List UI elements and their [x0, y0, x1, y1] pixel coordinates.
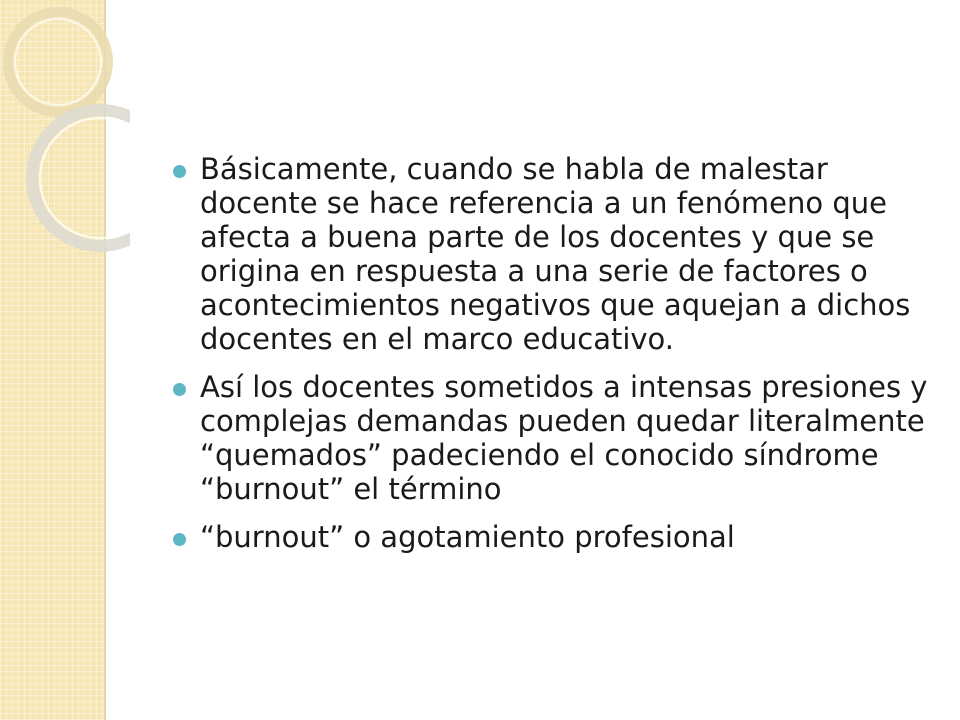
- bullet-text: Así los docentes sometidos a intensas presiones y complejas demandas pueden quedar literalmente “quemados” padeciendo el conocido síndrome “burnout” el término: [200, 370, 928, 506]
- bullet-text: “burnout” o agotamiento profesional: [200, 520, 735, 554]
- slide-content: [172, 152, 932, 568]
- bullet-dot-icon: [173, 165, 186, 178]
- bullet-dot-icon: [173, 383, 186, 396]
- decorative-ring-bottom: [32, 110, 130, 246]
- bullet-dot-icon: [173, 533, 186, 546]
- bullet-item-1: [172, 152, 932, 356]
- decorative-ring-top-inner: [15, 19, 101, 105]
- bullet-item-2: [172, 370, 932, 506]
- bullet-text: Básicamente, cuando se habla de malestar docente se hace referencia a un fenómeno que afecta a buena parte de los docentes y que se origina en respuesta a una serie de factores o acontecimientos negativos que aquejan a dichos docentes en el marco educativo.: [200, 152, 911, 356]
- decorative-ring-top: [8, 12, 108, 112]
- bullet-item-3: [172, 520, 932, 554]
- decorative-rings-graphic: [0, 0, 130, 320]
- bullet-list: [172, 152, 932, 554]
